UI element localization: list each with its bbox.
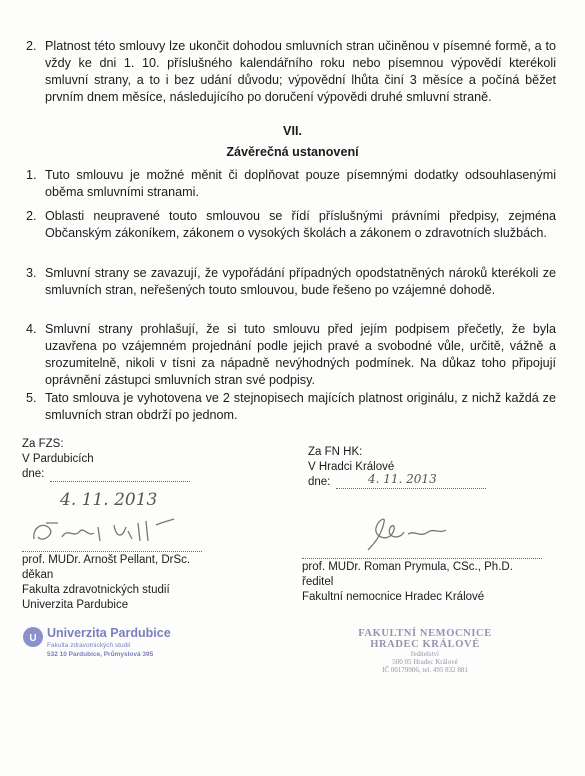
date-line [336, 488, 486, 489]
date-line [50, 481, 190, 482]
right-party-date-label: dne: [308, 476, 331, 488]
clause-text: Oblasti neupravené touto smlouvou se řídí příslušnými právními předpisy, zejména Občanským zákoníkem, zákonem o vysokých školách a zákonem o zdravotních službách. [45, 209, 556, 240]
clause-text: Platnost této smlouvy lze ukončit dohodou smluvních stran učiněnou v písemné formě, a to vždy ke dni 1. 10. příslušného kalendářního roku nebo písemnou výpovědí kterékoli smluvní strany, a to i bez udání důvodu; výpovědní lhůta činí 3 měsíce a počíná běžet prvním dnem měsíce, následujícího po doručení výpovědi druhé smluvní straně. [45, 39, 556, 104]
left-signatory-name: prof. MUDr. Arnošt Pellant, DrSc. [22, 554, 191, 566]
left-party-header [22, 437, 94, 482]
right-signatory-name: prof. MUDr. Roman Prymula, CSc., Ph.D. [302, 561, 513, 573]
svg-text:U: U [29, 633, 37, 644]
clause-vii-1 [26, 167, 556, 201]
hospital-stamp-line1: FAKULTNÍ NEMOCNICE [358, 628, 492, 639]
left-party-label: Za FZS: [22, 438, 64, 450]
clause-vii-5 [26, 390, 556, 424]
university-stamp-line2: 532 10 Pardubice, Průmyslová 395 [47, 651, 154, 658]
hospital-stamp-line2: HRADEC KRÁLOVÉ [370, 639, 480, 650]
clause-number: 2. [26, 209, 37, 223]
right-date-handwritten: 4. 11. 2013 [368, 472, 437, 486]
clause-text: Tuto smlouvu je možné měnit či doplňovat pouze písemnými dodatky odsouhlasenými oběma smluvními stranami. [45, 168, 556, 199]
university-logo-icon [22, 626, 44, 648]
university-stamp-title: Univerzita Pardubice [47, 626, 171, 640]
left-signature [28, 515, 178, 550]
clause-number: 1. [26, 168, 37, 182]
right-signature [360, 516, 450, 556]
section-title: Závěrečná ustanovení [226, 145, 359, 159]
hospital-stamp [320, 628, 530, 674]
hospital-stamp-line4: 500 05 Hradec Králové [392, 658, 458, 666]
right-signatory-org1: Fakultní nemocnice Hradec Králové [302, 591, 485, 603]
clause-vii-4 [26, 321, 556, 389]
hospital-stamp-line3: ředitelství [411, 650, 439, 658]
university-stamp-line1: Fakulta zdravotnických studií [47, 642, 131, 649]
signature-line [302, 558, 542, 559]
left-date-handwritten: 4. 11. 2013 [60, 490, 158, 510]
left-signatory-org1: Fakulta zdravotnických studií [22, 584, 170, 596]
clause-vii-2 [26, 208, 556, 242]
clause-number: 3. [26, 266, 37, 280]
right-party-label: Za FN HK: [308, 446, 363, 458]
right-signatory [302, 560, 513, 605]
right-party-place: V Hradci Králové [308, 461, 395, 473]
left-party-date-label: dne: [22, 468, 45, 480]
clause-text: Smluvní strany se zavazují, že vypořádání případných opodstatněných nároků kterékoli ze smluvních stran, neřešených touto smlouvou, bude řešeno po vzájemné dohodě. [45, 266, 556, 297]
clause-text: Smluvní strany prohlašují, že si tuto smlouvu před jejím podpisem přečetly, že byla uzavřena po vzájemném projednání podle jejich pravé a svobodné vůle, určitě, vážně a srozumitelně, nikoli v tísni za nápadně nevýhodných podmínek. Na důkaz toho připojují oprávnění zástupci smluvních stran své podpisy. [45, 322, 556, 387]
left-signatory-org2: Univerzita Pardubice [22, 599, 129, 611]
clause-number: 2. [26, 39, 37, 53]
signature-line [22, 551, 202, 552]
clause-vii-3 [26, 265, 556, 299]
clause-vi-2 [26, 38, 556, 106]
left-party-place: V Pardubicích [22, 453, 94, 465]
section-number: VII. [283, 124, 302, 138]
clause-number: 4. [26, 322, 37, 336]
hospital-stamp-line5: IČ 00179906, tel. 495 832 881 [382, 666, 468, 674]
clause-number: 5. [26, 391, 37, 405]
right-signatory-role: ředitel [302, 576, 334, 588]
clause-text: Tato smlouva je vyhotovena ve 2 stejnopisech majících platnost originálu, z nichž každá ze smluvních stran obdrží po jednom. [45, 391, 556, 422]
left-signatory-role: děkan [22, 569, 54, 581]
left-signatory [22, 553, 190, 613]
